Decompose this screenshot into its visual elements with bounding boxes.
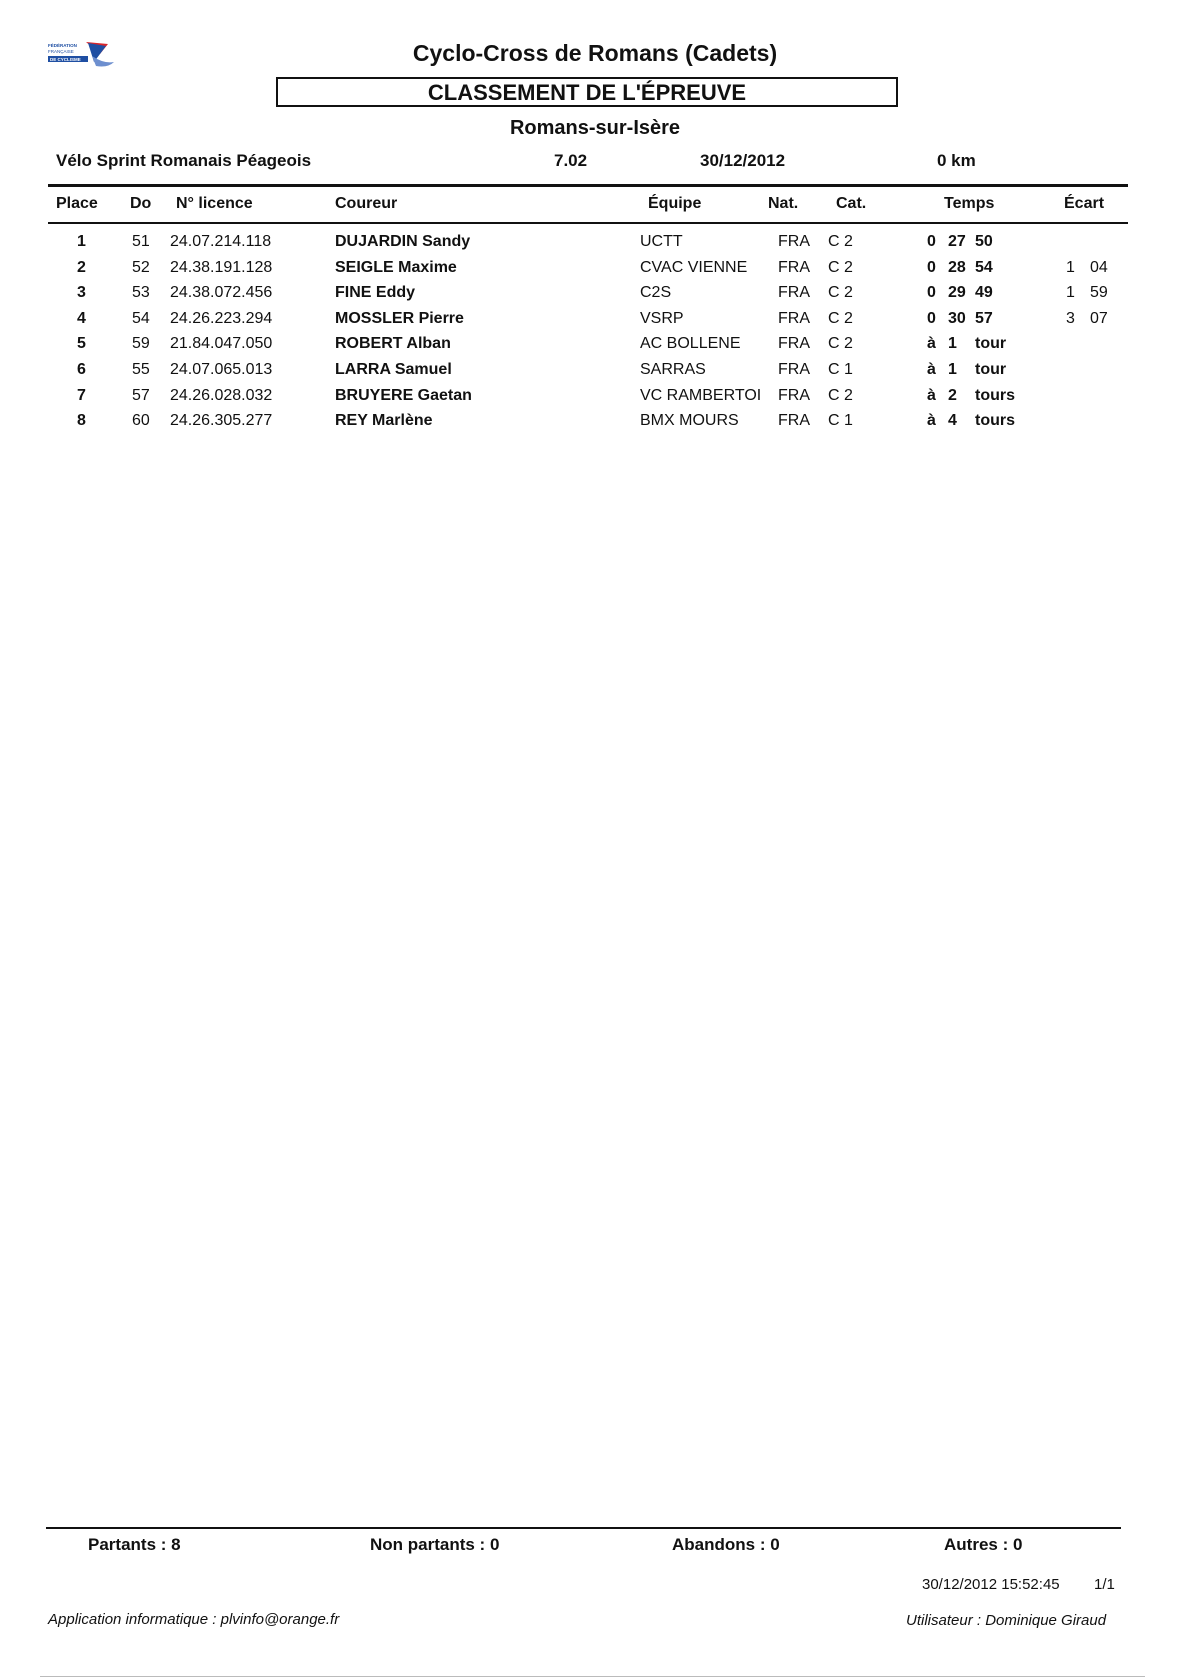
cell-temps-2: 27 [948,233,966,250]
table-header-rule [48,222,1128,224]
header-rule [48,184,1128,187]
cell-cat: C 1 [828,361,853,378]
cell-place: 2 [77,258,86,276]
cell-place: 3 [77,284,86,302]
cell-coureur: FINE Eddy [335,284,416,302]
cell-temps-1: à [927,361,936,378]
page-subtitle: CLASSEMENT DE L'ÉPREUVE [427,80,747,105]
col-coureur: Coureur [335,195,398,212]
col-ecart: Écart [1064,195,1105,212]
cell-ecart-1: 1 [1066,258,1075,276]
cell-temps-1: à [927,335,936,353]
cell-temps-3: 49 [975,284,993,302]
cell-licence: 24.26.028.032 [170,386,273,404]
cell-equipe: C2S [640,284,672,302]
cell-temps-2: 28 [948,258,966,276]
cell-ecart-2: 07 [1090,309,1108,327]
cell-nat: FRA [778,335,810,353]
cell-place: 6 [77,361,86,378]
cell-equipe: VC RAMBERTOI [640,386,762,404]
cell-temps-2: 2 [948,386,957,404]
cell-do: 55 [132,361,150,378]
event-date: 30/12/2012 [700,151,786,170]
cell-temps-1: à [927,386,936,404]
cell-temps-3: tour [975,335,1007,353]
page-number: 1/1 [1094,1576,1115,1593]
cell-do: 51 [132,233,150,250]
ffc-logo-icon [48,40,120,72]
cell-cat: C 1 [828,412,853,430]
cell-cat: C 2 [828,309,853,327]
cell-coureur: LARRA Samuel [335,361,452,378]
cell-equipe: CVAC VIENNE [640,258,748,276]
application-credit: Application informatique : plvinfo@orange.fr [48,1611,340,1628]
print-timestamp: 30/12/2012 15:52:45 [922,1576,1060,1593]
cell-cat: C 2 [828,386,853,404]
non-partants-count: Non partants : 0 [370,1535,500,1554]
cell-temps-1: à [927,412,936,430]
cell-place: 4 [77,309,86,327]
cell-do: 57 [132,386,150,404]
cell-equipe: VSRP [640,309,684,327]
cell-licence: 24.07.214.118 [170,233,272,250]
logo-line-2: FRANÇAISE [48,49,74,54]
cell-place: 7 [77,386,86,404]
footer-rule [46,1527,1121,1529]
cell-coureur: REY Marlène [335,412,433,430]
cell-cat: C 2 [828,335,853,353]
cell-temps-3: 50 [975,233,993,250]
event-code: 7.02 [554,151,588,170]
cell-equipe: BMX MOURS [640,412,739,430]
partants-count: Partants : 8 [88,1535,181,1554]
cell-temps-2: 29 [948,284,966,302]
cell-cat: C 2 [828,258,853,276]
cell-do: 54 [132,309,150,327]
cell-cat: C 2 [828,284,853,302]
col-licence: N° licence [176,195,253,212]
cell-do: 52 [132,258,150,276]
cell-temps-2: 1 [948,361,957,378]
cell-place: 1 [77,233,86,250]
cell-temps-1: 0 [927,258,936,276]
cell-equipe: UCTT [640,233,683,250]
cell-ecart-1: 1 [1066,284,1075,302]
cell-nat: FRA [778,309,810,327]
cell-ecart-1: 3 [1066,309,1075,327]
cell-do: 59 [132,335,150,353]
logo-line-3: DE CYCLISME [50,57,81,62]
cell-equipe: AC BOLLENE [640,335,741,353]
logo-line-1: FÉDÉRATION [48,43,77,48]
cell-temps-3: 54 [975,258,993,276]
col-equipe: Équipe [648,195,702,212]
cell-do: 53 [132,284,150,302]
cell-temps-3: tours [975,412,1015,430]
cell-temps-3: tours [975,386,1015,404]
cell-temps-2: 1 [948,335,957,353]
cell-coureur: SEIGLE Maxime [335,258,457,276]
cell-do: 60 [132,412,150,430]
cell-licence: 21.84.047.050 [170,335,273,353]
cell-nat: FRA [778,412,810,430]
cell-ecart-2: 04 [1090,258,1108,276]
event-location: Romans-sur-Isère [509,117,681,139]
cell-coureur: MOSSLER Pierre [335,309,464,327]
col-nat: Nat. [768,195,799,212]
cell-licence: 24.38.072.456 [170,284,273,302]
cell-temps-1: 0 [927,233,936,250]
cell-temps-3: tour [975,361,1007,378]
cell-coureur: ROBERT Alban [335,335,451,353]
user-credit: Utilisateur : Dominique Giraud [906,1612,1107,1629]
cell-temps-3: 57 [975,309,993,327]
autres-count: Autres : 0 [944,1535,1023,1554]
cell-licence: 24.07.065.013 [170,361,273,378]
col-cat: Cat. [836,195,867,212]
cell-equipe: SARRAS [640,361,706,378]
cell-nat: FRA [778,386,810,404]
cell-nat: FRA [778,284,810,302]
cell-temps-1: 0 [927,309,936,327]
col-place: Place [56,195,98,212]
col-do: Do [130,195,152,212]
cell-nat: FRA [778,258,810,276]
cell-licence: 24.26.223.294 [170,309,273,327]
cell-cat: C 2 [828,233,853,250]
event-distance: 0 km [937,151,976,170]
ffc-logo [48,40,120,72]
cell-licence: 24.38.191.128 [170,258,273,276]
cell-temps-1: 0 [927,284,936,302]
organizer-club: Vélo Sprint Romanais Péageois [56,151,312,170]
cell-nat: FRA [778,233,810,250]
cell-place: 5 [77,335,86,353]
abandons-count: Abandons : 0 [672,1535,780,1554]
col-temps: Temps [944,195,995,212]
page-bottom-rule [40,1676,1145,1677]
cell-temps-2: 30 [948,309,966,327]
cell-ecart-2: 59 [1090,284,1108,302]
cell-nat: FRA [778,361,810,378]
cell-coureur: BRUYERE Gaetan [335,386,472,404]
cell-place: 8 [77,412,86,430]
page-title: Cyclo-Cross de Romans (Cadets) [412,40,778,66]
cell-coureur: DUJARDIN Sandy [335,233,471,250]
cell-licence: 24.26.305.277 [170,412,273,430]
cell-temps-2: 4 [948,412,957,430]
